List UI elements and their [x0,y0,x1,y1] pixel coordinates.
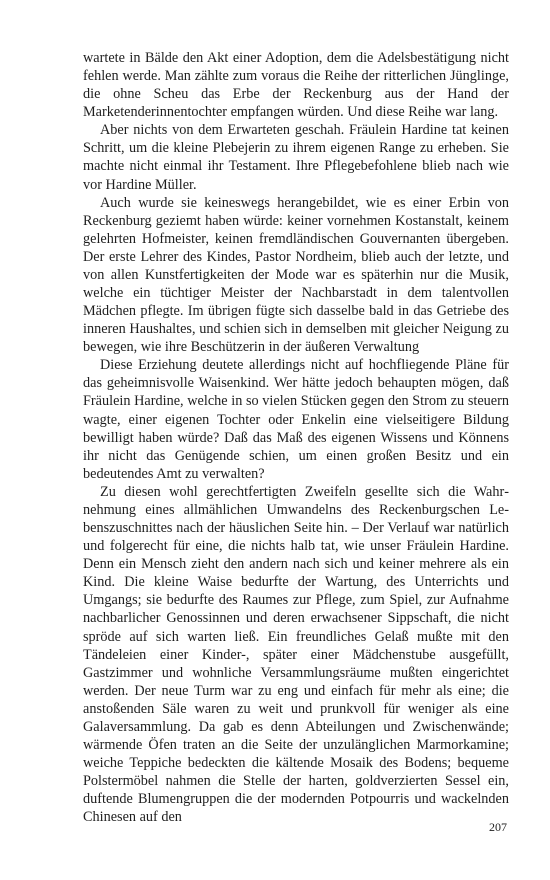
paragraph-continued: wartete in Bälde den Akt einer Adoption, dem die Adelsbestätigung nicht fehlen werde. Man zählte zum voraus die Reihe der ritterlichen Jünglinge, die ohne Scheu das Erbe der Reckenburg aus der Hand der Marketenderinnentochter empfangen würden. Und diese Reihe war lang. [83,50,509,121]
paragraph: Diese Erziehung deutete allerdings nicht auf hochfliegende Pläne für das geheimnisvolle Waisenkind. Wer hätte jedoch behaupten mögen, daß Fräulein Hardine, welche in so vielen Stücken gegen den Strom zu steuern wagte, einer eigenen Tochter oder Enkelin eine vielseitigere Bildung bewilligt haben würde? Daß das Maß des eigenen Wissens und Könnens ihr nicht das Genügende schien, um einen großen Besitz und ein bedeutendes Amt zu verwalten? [83,357,509,482]
paragraph: Aber nichts von dem Erwarteten geschah. Fräulein Hardine tat keinen Schritt, um die kleine Plebejerin zu ihrem eigenen Range zu erheben. Sie machte nicht einmal ihr Testament. Ihre Pflegebefohlene blieb nach wie vor Hardine Müller. [83,122,509,193]
body-text [83,49,509,826]
paragraph: Auch wurde sie keineswegs herangebildet, wie es einer Erbin von Reckenburg geziemt haben würde: keiner vornehmen Kostanstalt, keinem gelehrten Hofmeister, keinen fremdländischen Gouvernanten übergeben. Der erste Lehrer des Kindes, Pastor Nordheim, blieb auch der letzte, und von allen Kunstfertigkeiten der Mode war es späterhin nur die Musik, welche ein tüchtiger Meister der Nachbarstadt in dem talentvollen Mädchen pflegte. Im übrigen fügte sich dasselbe bald in das Getriebe des inneren Haushaltes, und schien sich in demselben mit gleicher Neigung zu bewegen, wie ihre Beschützerin in der äußeren Verwaltung [83,194,509,356]
paragraph: Zu diesen wohl gerechtfertigten Zweifeln gesellte sich die Wahrnehmung eines allmählichen Umwandelns des Reckenburgschen Lebenszuschnittes nach der häuslichen Seite hin. – Der Verlauf war natürlich und folgerecht für eine, die nichts halb tat, wie unser Fräulein Hardine. Denn ein Mensch zieht den andern nach sich und keiner mehrere als ein Kind. Die kleine Waise bedurfte der Wartung, des Unterrichts und Umgangs; sie bedurfte des Raumes zur Pflege, zum Spiel, zur Aufnahme nachbarlicher Genossinnen und deren erwachsener Sippschaft, die nicht spröde auf sich warten ließ. Ein freundliches Gelaß mußte mit den Tändeleien einer Kinder-, später einer Mädchenstube ausgefüllt, Gastzimmer und wohnliche Versammlungsräume mußten eingerichtet werden. Der neue Turm war zu eng und einfach für mehr als eine; die anstoßenden Säle waren zu weit und prunkvoll für weniger als eine Galaversammlung. Da gab es denn Abteilungen und Zwischenwände; wärmende Öfen traten an die Seite der unzulänglichen Marmorkamine; weiche Teppiche bedeckten die kältende Mosaik des Bodens; bequeme Polstermöbel nahmen die Stelle der harten, goldverzierten Sessel ein, duftende Blumengruppen die der modernden Potpourris und wackelnden Chinesen auf den [83,483,509,826]
page-number: 207 [489,820,507,834]
